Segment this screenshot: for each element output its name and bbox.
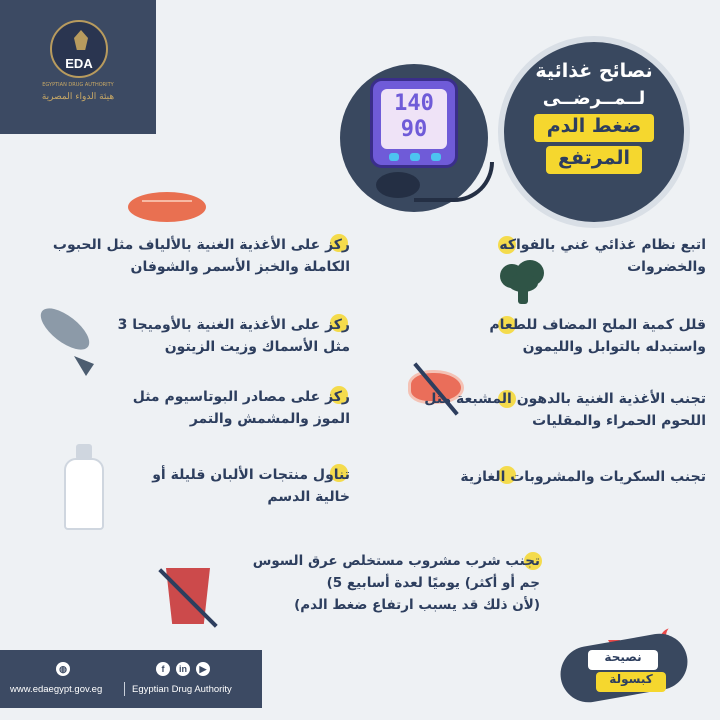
tip-potassium [104,386,350,430]
youtube-icon[interactable]: ▶ [196,662,210,676]
bp-reading-bottom: 90 [400,117,428,142]
tip-lead: تناول [312,467,350,483]
tip-fruits-vegetables [470,234,706,278]
tip-text: شرب مشروب مستخلص عرق السوس [252,553,506,569]
title-line-4: المرتفع [558,147,630,169]
social-icons [156,662,210,676]
bp-bulb-icon [376,172,420,198]
tip-avoid-sugars [420,466,706,488]
tip-text: السكريات والمشروبات الغازية [460,469,671,485]
tip-lead: اتبع [680,237,706,253]
fish-icon [30,300,94,380]
title-line-1: نصائح غذائية [535,60,653,82]
tip-text: نظام غذائي غني بالفواكه والخضروات [499,237,706,275]
capsule-line-2: كبسولة [596,672,666,692]
tip-omega3 [110,314,350,358]
tip-lead: تجنب [505,553,540,569]
logo-abbr: EDA [65,56,93,71]
linkedin-icon[interactable]: in [176,662,190,676]
tip-lead: ركز [325,389,350,405]
org-name: Egyptian Drug Authority [132,684,232,695]
bp-buttons [389,153,441,161]
tip-text-line2: جم أو أكثر) يوميًا لعدة أسابيع 5) [326,575,540,591]
tip-text: على الأغذية الغنية بالأوميجا 3 مثل الأسماك وزيت الزيتون [117,317,350,355]
logo-arabic-name: هيئة الدواء المصرية [41,92,115,102]
tip-text: على الأغذية الغنية بالألياف مثل الحبوب الكاملة والخبز الأسمر والشوفان [52,237,350,275]
tip-text: كمية الملح المضاف للطعام واستبدله بالتوابل والليمون [489,317,706,355]
milk-bottle-icon [64,444,104,530]
tip-text: الأغذية الغنية بالدهون المشبعة مثل اللحوم الحمراء والمقليات [424,391,706,429]
website-link[interactable]: www.edaegypt.gov.eg [10,684,103,695]
tip-avoid-saturated-fat [420,388,706,432]
globe-icon: ◍ [56,662,70,676]
tip-text: منتجات الألبان قليلة أو خالية الدسم [152,467,350,505]
eagle-icon [74,30,88,50]
footer-bar [0,650,262,708]
title-line-3: ضغط الدم [546,115,642,137]
footer-divider [124,682,125,696]
tip-lead: قلل [678,317,706,333]
tip-reduce-salt [456,314,706,358]
tip-lead: تجنب [670,469,706,485]
tip-text-line3: (لأن ذلك قد يسبب ارتفاع ضغط الدم) [294,597,540,613]
title-line-2: لــمــرضــى [542,88,646,109]
eda-logo [50,20,108,78]
title-badge [498,36,690,228]
bp-screen [381,89,447,149]
tip-low-fat-dairy [124,464,350,508]
logo-band [0,0,156,134]
tip-avoid-licorice [230,550,540,616]
tip-fiber [30,234,350,278]
bp-tube [414,162,494,202]
crossed-drink-icon [160,568,216,630]
tip-text: على مصادر البوتاسيوم مثل الموز والمشمش والتمر [132,389,350,427]
bread-icon [128,192,206,222]
logo-ring-label: EGYPTIAN DRUG AUTHORITY [42,82,114,88]
capsule-line-1: نصيحة [588,650,658,670]
blood-pressure-illustration [340,64,488,212]
tip-lead: ركز [325,317,350,333]
blood-pressure-monitor-icon [370,78,458,168]
tip-lead: ركز [325,237,350,253]
capsule-badge [560,630,690,696]
facebook-icon[interactable]: f [156,662,170,676]
bp-reading-top: 140 [394,91,434,116]
tip-lead: تجنب [670,391,706,407]
